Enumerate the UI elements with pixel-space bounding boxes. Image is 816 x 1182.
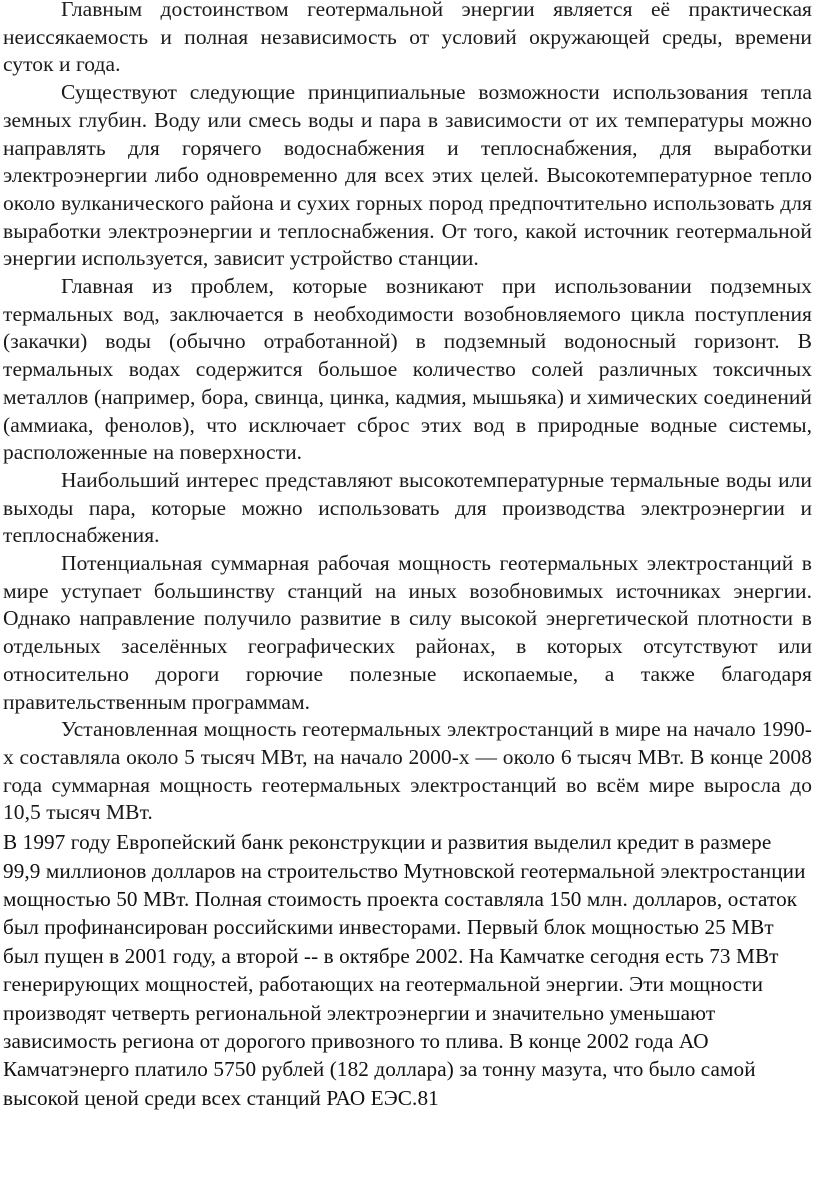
paragraph-advantages: Главным достоинством геотермальной энергии является её практическая неиссякаемость и полная независимость от условий окружающей среды, времени суток и года. [3, 0, 812, 77]
paragraph-main-problem: Главная из проблем, которые возникают при использовании подземных термальных вод, заключается в необходимости возобновляемого цикла поступления (закачки) воды (обычно отработанной) в подземный водоносный горизонт. В термальных водах содержится большое количество солей различных токсичных металлов (например, бора, свинца, цинка, кадмия, мышьяка) и химических соединений (аммиака, фенолов), что исключает сброс этих вод в природные водные системы, расположенные на поверхности. [3, 274, 812, 465]
paragraph-mutnovskaya-station: В 1997 году Европейский банк реконструкции и развития выделил кредит в размере 99,9 миллионов долларов на строительство Мутновской геотермальной электростанции мощностью 50 МВт. Полная стоимость проекта составляла 150 млн. долларов, остаток был профинансирован российскими инвесторами. Первый блок мощностью 25 МВт был пущен в 2001 году, а второй -- в октябре 2002. На Камчатке сегодня есть 73 МВт генерирующих мощностей, работающих на геотермальной энергии. Эти мощности производят четверть региональной электроэнергии и значительно уменьшают зависимость региона от дорогого привозного то плива. В конце 2002 года АО Камчатэнерго платило 5750 рублей (182 доллара) за тонну мазута, что было самой высокой ценой среди всех станций РАО ЕЭС.81 [3, 830, 806, 1110]
paragraph-usage-possibilities: Существуют следующие принципиальные возможности использования тепла земных глубин. Воду или смесь воды и пара в зависимости от их температуры можно направлять для горячего водоснабжения и теплоснабжения, для выработки электроэнергии либо одновременно для всех этих целей. Высокотемпературное тепло около вулканического района и сухих горных пород предпочтительно использовать для выработки электроэнергии и теплоснабжения. От того, какой источник геотермальной энергии используется, зависит устройство станции. [3, 80, 812, 271]
paragraph-greatest-interest: Наибольший интерес представляют высокотемпературные термальные воды или выходы пара, которые можно использовать для производства электроэнергии и теплоснабжения. [3, 467, 812, 548]
paragraph-installed-capacity: Установленная мощность геотермальных электростанций в мире на начало 1990-х составляла около 5 тысяч МВт, на начало 2000-х — около 6 тысяч МВт. В конце 2008 года суммарная мощность геотермальных электростанций во всём мире выросла до 10,5 тысяч МВт. [3, 717, 812, 825]
paragraph-potential-capacity: Потенциальная суммарная рабочая мощность геотермальных электростанций в мире уступает большинству станций на иных возобновимых источниках энергии. Однако направление получило развитие в силу высокой энергетической плотности в отдельных заселённых географических районах, в которых отсутствуют или относительно дороги горючие полезные ископаемые, а также благодаря правительственным программам. [3, 551, 812, 714]
